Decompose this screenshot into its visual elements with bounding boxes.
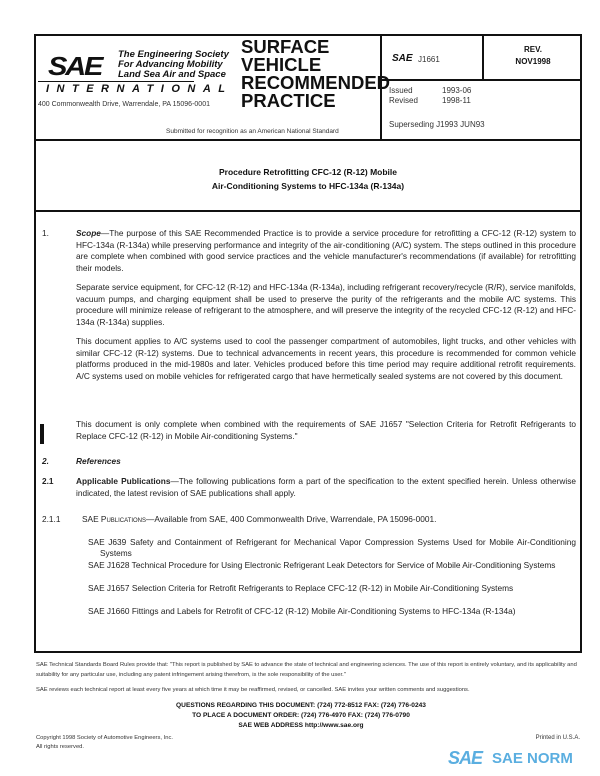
order-contact: TO PLACE A DOCUMENT ORDER: (724) 776-4970 FAX: (724) 776-0790 <box>192 712 410 719</box>
logo-rule <box>38 81 194 82</box>
document-title <box>36 165 580 193</box>
doc-number: J1661 <box>418 55 440 64</box>
copyright: Copyright 1998 Society of Automotive Engineers, Inc. <box>36 735 173 741</box>
rev-date: NOV1998 <box>515 57 551 66</box>
section-number: 2.1.1 <box>42 514 61 524</box>
divider <box>34 210 582 212</box>
section-number: 1. <box>42 228 49 238</box>
reference-item: SAE J639 Safety and Containment of Refrigerant for Mechanical Vapor Compression Systems Used for Mobile Air-Conditioning Systems <box>88 537 576 558</box>
change-bar <box>40 424 44 444</box>
sae-logo: SAE <box>48 51 102 81</box>
rev-label: REV. <box>524 45 542 54</box>
international-label: INTERNATIONAL <box>46 83 233 95</box>
policy-note: SAE Technical Standards Board Rules provide that: "This report is published by SAE to advance the state of technical and engineering sciences. The use of this report is entirely voluntary, and its applicability and suitability for any particular use, including any patent infringement arising therefrom, is the sole responsibility of the user." <box>36 662 577 678</box>
doc-type-line: VEHICLE <box>241 54 322 75</box>
section-number: 2. <box>42 456 49 466</box>
section-number: 2.1 <box>42 476 54 486</box>
scope-paragraph <box>76 228 576 274</box>
tagline: For Advancing Mobility <box>118 59 223 70</box>
paragraph: This document is only complete when combined with the requirements of SAE J1657 "Selection Criteria for Retrofit Refrigerants to Replace CFC-12 (R-12) in Mobile Air-conditioning Systems." <box>76 419 576 441</box>
paragraph <box>76 476 576 499</box>
revised-label: Revised <box>389 96 418 105</box>
questions-contact: QUESTIONS REGARDING THIS DOCUMENT: (724) 772-8512 FAX: (724) 776-0243 <box>176 702 426 709</box>
paragraph-text: —The following publications form a part of the specification to the extent specified herein. Unless otherwise indicated, the latest revision of SAE publications shall apply. <box>76 476 576 498</box>
doc-type-line: SURFACE <box>241 36 330 57</box>
address: 400 Commonwealth Drive, Warrendale, PA 15096-0001 <box>38 101 210 108</box>
paragraph-text: —The purpose of this SAE Recommended Practice is to provide a service procedure for retrofitting a CFC-12 (R-12) system to HFC-134a (R-134a) while preserving performance and integrity of the air-conditioning (A/C) system. The steps outlined in this procedure are complete when combined with good service practices and the vehicle manufacturer's recommendations (if available) for retrofitting their models. <box>76 228 576 273</box>
divider <box>380 79 582 81</box>
rights: All rights reserved. <box>36 744 85 750</box>
section-heading: Scope <box>76 228 101 238</box>
issued-value: 1993-06 <box>442 86 472 95</box>
section-heading: Applicable Publications <box>76 476 171 486</box>
reference-item: SAE J1628 Technical Procedure for Using Electronic Refrigerant Leak Detectors for Service of Mobile Air-Conditioning Systems <box>88 560 556 570</box>
watermark-text: SAE NORM <box>492 750 573 767</box>
sae-mark: SAE <box>392 53 413 64</box>
doc-type-line: PRACTICE <box>241 90 336 111</box>
web-address: SAE WEB ADDRESS http://www.sae.org <box>238 722 364 729</box>
tagline: Land Sea Air and Space <box>118 69 226 80</box>
paragraph <box>82 514 576 526</box>
tagline: The Engineering Society <box>118 49 229 60</box>
review-note: SAE reviews each technical report at least every five years at which time it may be reaffirmed, revised, or cancelled. SAE invites your written comments and suggestions. <box>36 687 470 693</box>
issued-label: Issued <box>389 86 413 95</box>
printed-note: Printed in U.S.A. <box>535 735 580 741</box>
section-heading: References <box>76 456 121 466</box>
title-line: Air-Conditioning Systems to HFC-134a (R-134a) <box>211 181 405 191</box>
superseding: Superseding J1993 JUN93 <box>389 120 485 129</box>
title-line: Procedure Retrofitting CFC-12 (R-12) Mobile <box>218 167 398 177</box>
doc-type-line: RECOMMENDED <box>241 72 391 93</box>
doc-type <box>241 38 390 110</box>
section-heading: SAE Publications <box>82 514 147 524</box>
paragraph: This document applies to A/C systems used to cool the passenger compartment of automobiles, light trucks, and other vehicles with similar CFC-12 (R-12) systems. Due to technical advancements in recent years, this procedure is recommended for common vehicle platforms produced in the mid-1980s and later. Vehicles produced before this time period may require additional retrofit requirements. A/C systems used on mobile vehicles for refrigerated cargo that have hermetically sealed systems are not covered by this document. <box>76 336 576 381</box>
watermark-logo: SAE <box>448 748 483 768</box>
reference-item: SAE J1657 Selection Criteria for Retrofit Refrigerants to Replace CFC-12 (R-12) in Mobile Air-Conditioning Systems <box>88 583 514 593</box>
paragraph-text: —Available from SAE, 400 Commonwealth Drive, Warrendale, PA 15096-0001. <box>146 514 437 524</box>
submitted-note: Submitted for recognition as an American National Standard <box>166 128 339 135</box>
divider <box>34 139 582 141</box>
reference-item: SAE J1660 Fittings and Labels for Retrofit of CFC-12 (R-12) Mobile Air-Conditioning Systems to HFC-134a (R-134a) <box>88 606 516 616</box>
revised-value: 1998-11 <box>442 96 471 105</box>
paragraph: Separate service equipment, for CFC-12 (R-12) and HFC-134a (R-134a), including refrigerant recovery/recycle (R/R), service manifolds, vacuum pumps, and charging equipment shall be used to preserve the purity of the refrigerants and the mobile A/C systems. This procedure will minimize release of refrigerant to the atmosphere, and will preserve the integrity of the recycled CFC-12 (R-12) and HFC-134a (R-134a) supplies. <box>76 282 576 327</box>
